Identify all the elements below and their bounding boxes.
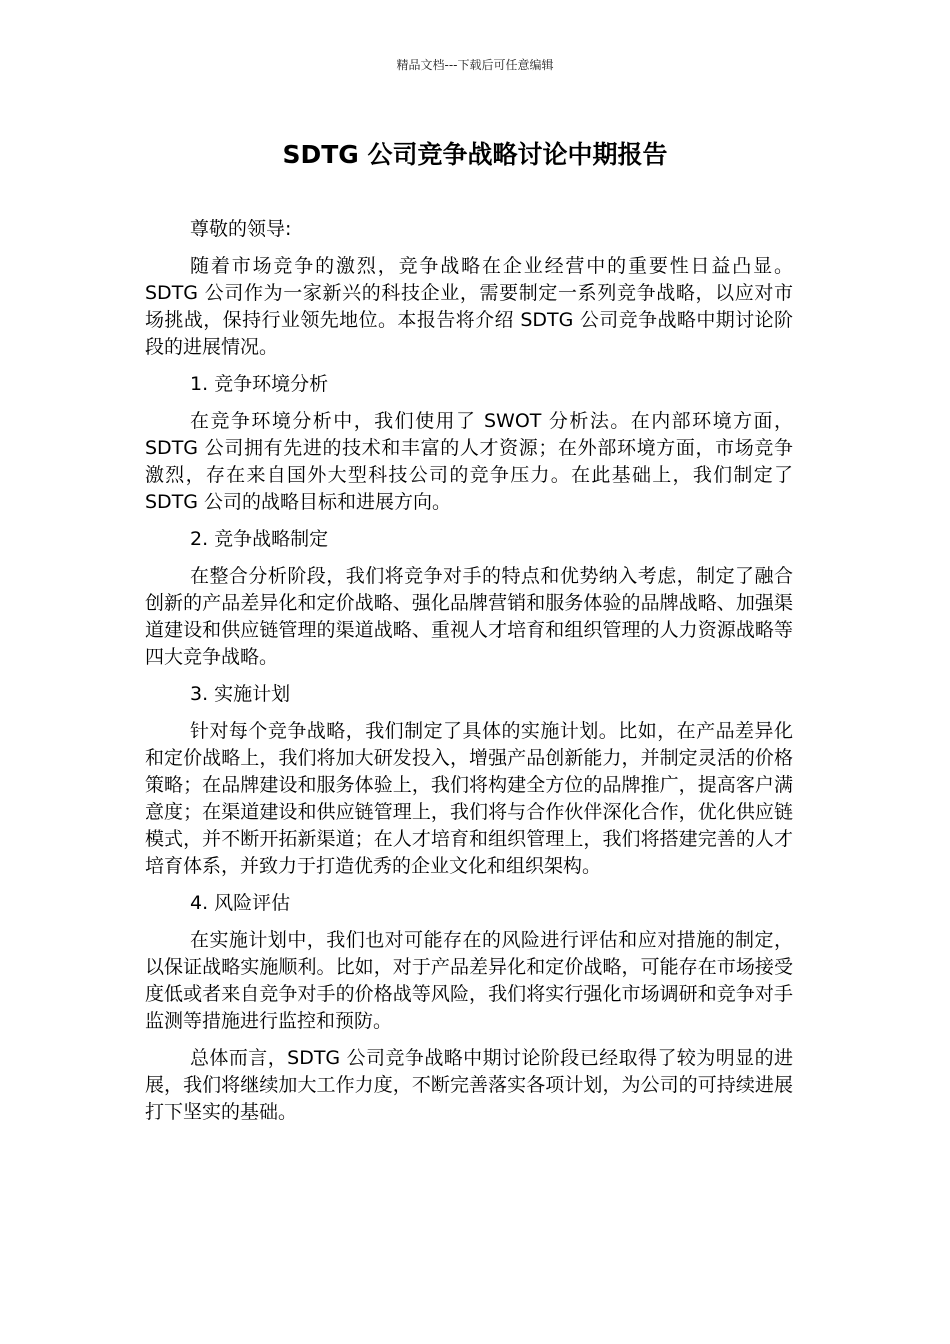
section-heading-implementation-plan: 3. 实施计划 (190, 683, 291, 705)
document-title: SDTG 公司竞争战略讨论中期报告 (282, 140, 668, 169)
section-paragraph-strategy-formulation: 在整合分析阶段，我们将竞争对手的特点和优势纳入考虑，制定了融合创新的产品差异化和定价战略、强化品牌营销和服务体验的品牌战略、加强渠道建设和供应链管理的渠道战略、重视人才培育和组织管理的人力资源战略等四大竞争战略。 (145, 565, 793, 668)
section-heading-competitive-environment: 1. 竞争环境分析 (190, 373, 329, 395)
header-note: 精品文档---下载后可任意编辑 (396, 58, 554, 72)
salutation: 尊敬的领导: (190, 218, 292, 240)
conclusion-paragraph: 总体而言，SDTG 公司竞争战略中期讨论阶段已经取得了较为明显的进展，我们将继续加大工作力度，不断完善落实各项计划，为公司的可持续进展打下坚实的基础。 (145, 1047, 793, 1123)
document-body (145, 216, 793, 1136)
intro-paragraph: 随着市场竞争的激烈，竞争战略在企业经营中的重要性日益凸显。SDTG 公司作为一家新兴的科技企业，需要制定一系列竞争战略，以应对市场挑战，保持行业领先地位。本报告将介绍 SDTG 公司竞争战略中期讨论阶段的进展情况。 (145, 255, 793, 358)
section-paragraph-risk-assessment: 在实施计划中，我们也对可能存在的风险进行评估和应对措施的制定，以保证战略实施顺利。比如，对于产品差异化和定价战略，可能存在市场接受度低或者来自竞争对手的价格战等风险，我们将实行强化市场调研和竞争对手监测等措施进行监控和预防。 (145, 929, 793, 1032)
section-paragraph-implementation-plan: 针对每个竞争战略，我们制定了具体的实施计划。比如，在产品差异化和定价战略上，我们将加大研发投入，增强产品创新能力，并制定灵活的价格策略；在品牌建设和服务体验上，我们将构建全方位的品牌推广，提高客户满意度；在渠道建设和供应链管理上，我们将与合作伙伴深化合作，优化供应链模式，并不断开拓新渠道；在人才培育和组织管理上，我们将搭建完善的人才培育体系，并致力于打造优秀的企业文化和组织架构。 (145, 720, 793, 877)
section-heading-risk-assessment: 4. 风险评估 (190, 892, 291, 914)
section-paragraph-competitive-environment: 在竞争环境分析中，我们使用了 SWOT 分析法。在内部环境方面，SDTG 公司拥有先进的技术和丰富的人才资源；在外部环境方面，市场竞争激烈，存在来自国外大型科技公司的竞争压力。在此基础上，我们制定了 SDTG 公司的战略目标和进展方向。 (145, 410, 793, 513)
section-heading-strategy-formulation: 2. 竞争战略制定 (190, 528, 329, 550)
